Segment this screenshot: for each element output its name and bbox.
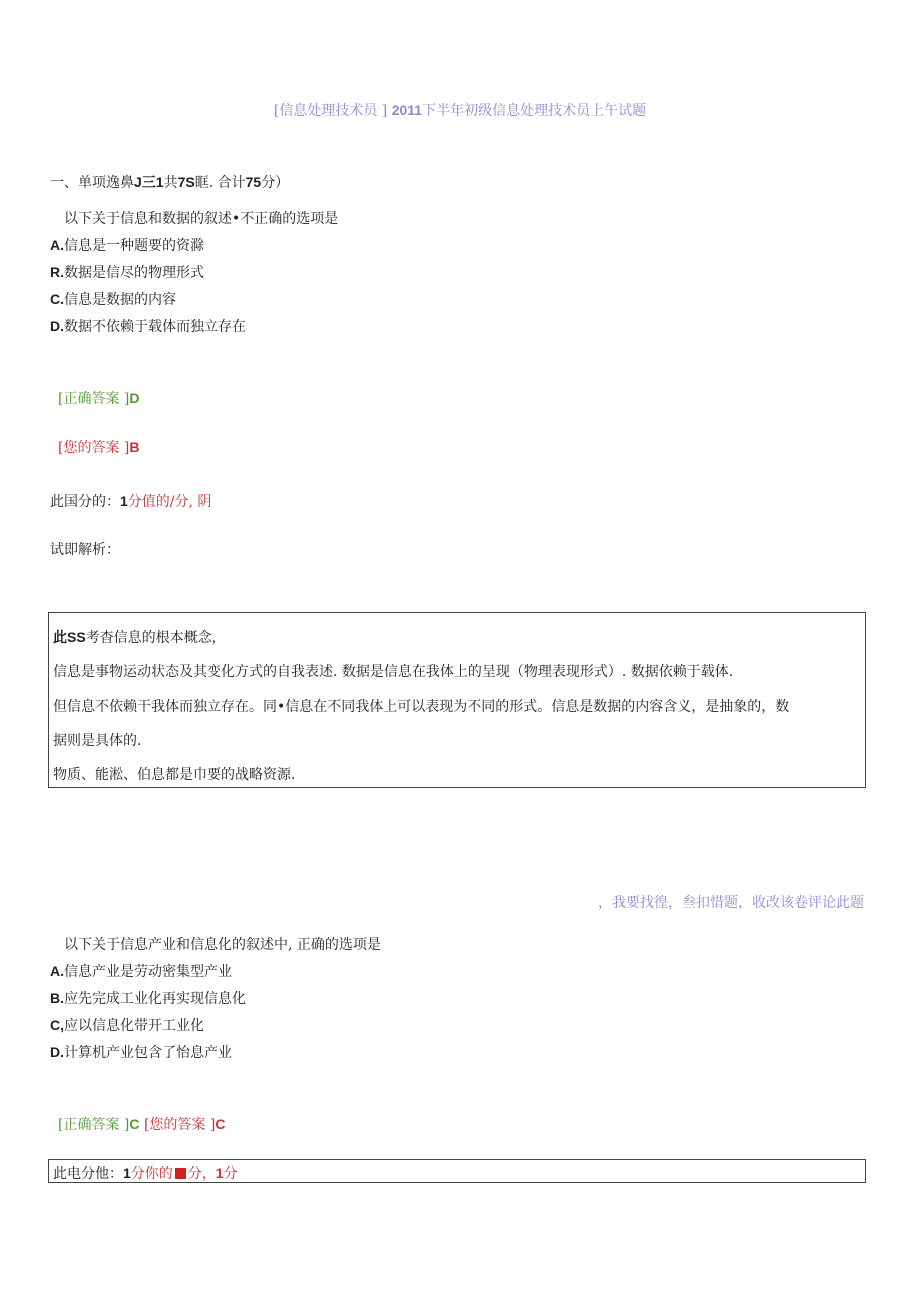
q1-analysis-label: 试即解析： — [50, 542, 120, 558]
q1-score: 此国分的：1分值的/分, 阴 — [50, 493, 212, 510]
q2-option-d[interactable]: D.计算机产业包含了怡息产业 — [50, 1044, 232, 1061]
q2-answers — [58, 1114, 225, 1134]
question-2-text: 以下关于信息产业和信息化的叙述中, 正确的选项是 — [64, 937, 381, 953]
analysis-line-3: 但信息不依赖干我体而独立存在。同•信息在不同我体上可以表现为不同的形式。信息是数据的内容含义，是抽象的，数 — [53, 699, 790, 715]
analysis-line-4: 据则是具体的. — [53, 733, 142, 749]
q2-correct-answer: [正确答案 ]C — [58, 1116, 140, 1133]
question-1-text: 以下关于信息和数据的叙述•不正确的选项是 — [64, 211, 339, 227]
q2-option-c[interactable]: C,应以信息化带开工业化 — [50, 1017, 204, 1034]
q1-option-c[interactable]: C.信息是数据的内容 — [50, 291, 176, 308]
q1-analysis-box — [48, 612, 866, 788]
analysis-line-2: 信息是事物运动状态及其变化方式的自我表述. 数据是信息在我体上的呈现（物理表现形式）. 数据依赖于载体. — [53, 664, 734, 680]
q2-option-a[interactable]: A.信息产业是劳动密集型产业 — [50, 963, 232, 980]
q1-option-d[interactable]: D.数据不依赖于载体而独立存在 — [50, 318, 246, 335]
analysis-line-1: 此SS考杳信息的根本概念， — [53, 629, 226, 646]
q2-your-answer: [您的答案 ]C — [143, 1116, 226, 1133]
q1-your-answer: [您的答案 ]B — [58, 439, 140, 456]
q2-option-b[interactable]: B.应先完成工业化再实现信息化 — [50, 990, 246, 1007]
q2-score: 此电分他：1分你的 分，1分 — [53, 1165, 238, 1182]
q2-score-box — [48, 1159, 866, 1183]
section-header: 一、单项逸鼻J三1共7S眶. 合计75分） — [50, 174, 290, 191]
page-title: [信息处理技术员 ] 2011下半年初级信息处理技术员上午试题 — [273, 102, 647, 119]
red-square-icon — [175, 1168, 186, 1179]
q1-option-a[interactable]: A.信息是一种题要的资滁 — [50, 237, 204, 254]
analysis-line-5: 物质、能淞、伯息都是巾要的战略资源. — [53, 767, 296, 783]
q1-correct-answer: [正确答案 ]D — [58, 390, 140, 407]
feedback-link[interactable]: ，我要找徨，叁扣惜题，收改该卷评论此题 — [598, 895, 864, 911]
q1-option-b[interactable]: R.数据是信尽的物理形式 — [50, 264, 204, 281]
